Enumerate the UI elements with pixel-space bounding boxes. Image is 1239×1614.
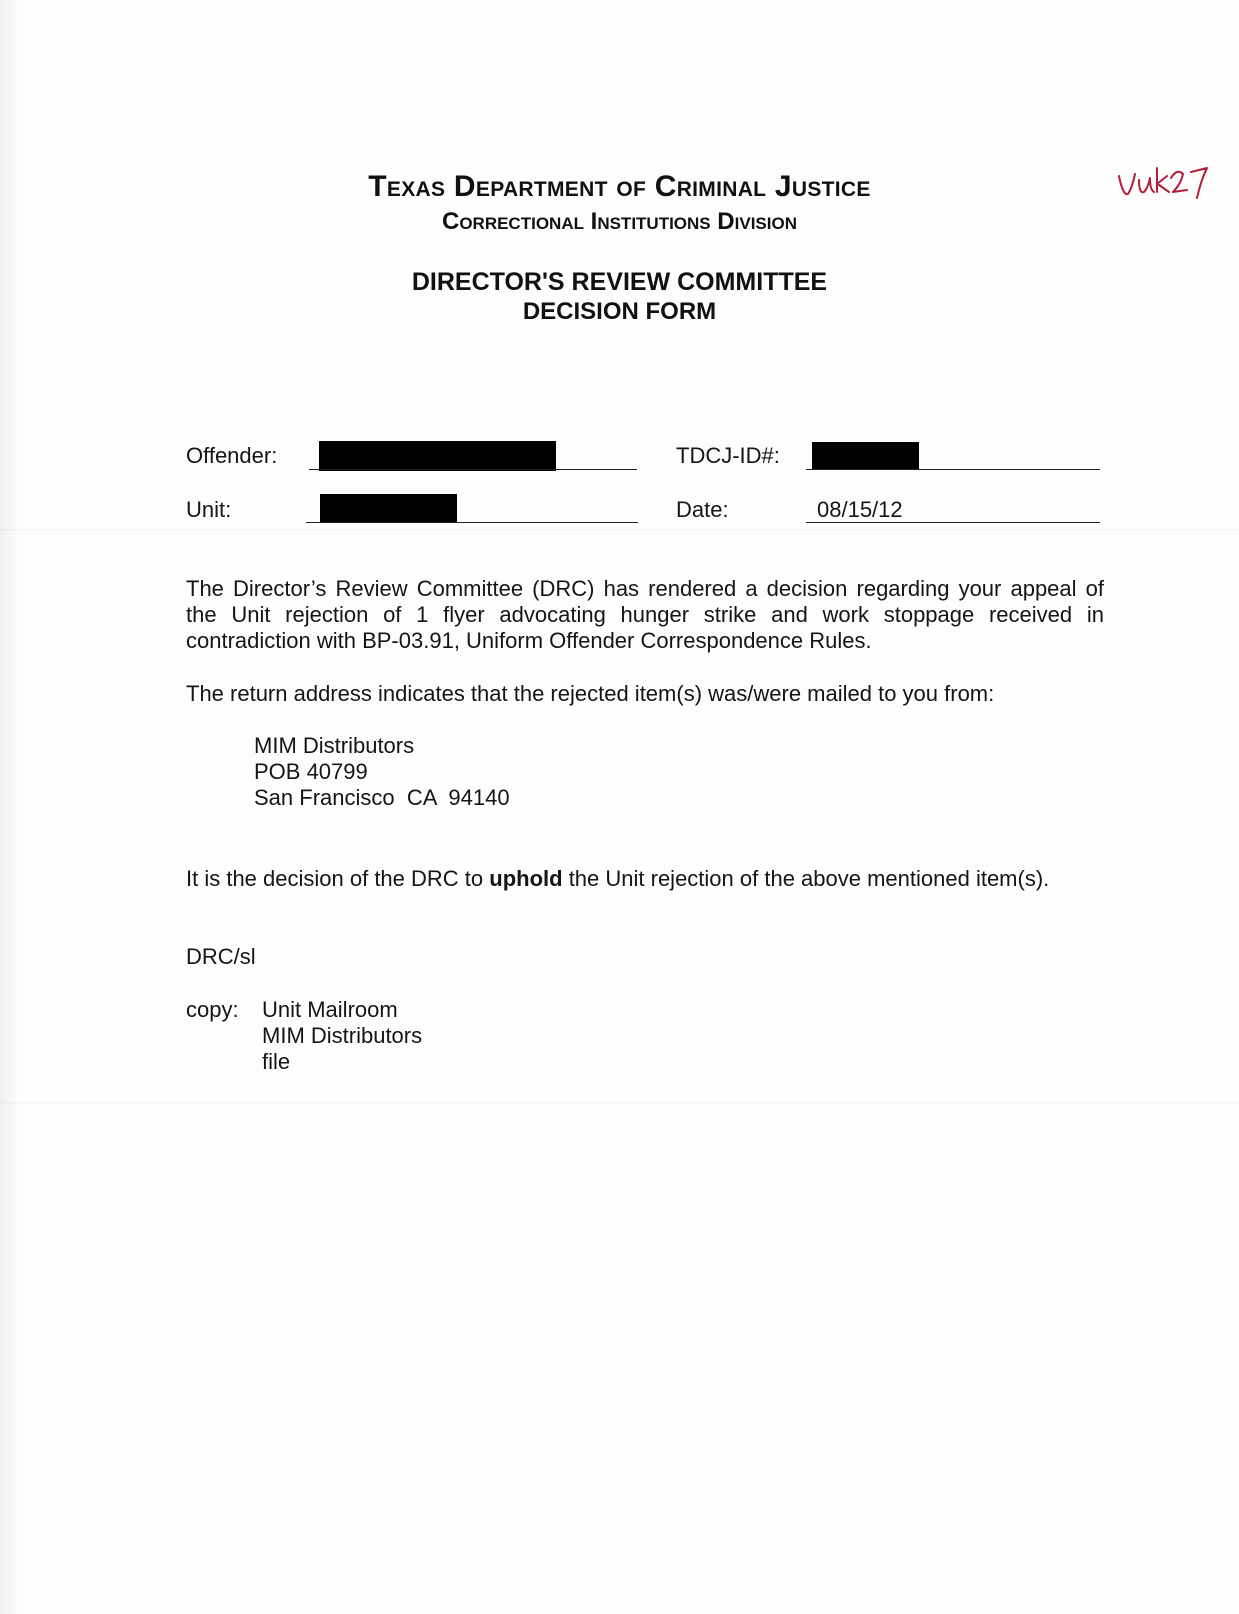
tdcj-id-label: TDCJ-ID#:: [676, 443, 780, 468]
form-title: DECISION FORM: [522, 298, 717, 325]
return-address-intro: The return address indicates that the rejected item(s) was/were mailed to you from:: [186, 681, 995, 706]
date-label: Date:: [676, 497, 729, 522]
division-title: Correctional Institutions Division: [441, 208, 797, 235]
fold-line-lower: [0, 1102, 1239, 1104]
address-line: San Francisco CA 94140: [254, 785, 510, 810]
copy-recipient: MIM Distributors: [262, 1023, 423, 1048]
decision-keyword: uphold: [489, 866, 563, 891]
address-line: POB 40799: [254, 759, 368, 784]
decision-statement: [186, 866, 1104, 892]
committee-title: DIRECTOR'S REVIEW COMMITTEE: [411, 268, 828, 296]
fold-line-upper: [0, 529, 1239, 531]
return-address-block: [254, 733, 754, 811]
scan-edge-shadow: [0, 0, 20, 1614]
tdcj-id-field-line: [806, 469, 1100, 470]
unit-label: Unit:: [186, 497, 232, 522]
copy-list: [262, 997, 662, 1075]
decision-paragraph: The Director’s Review Committee (DRC) has rendered a decision regarding your appeal of the Unit rejection of 1 flyer advocating hunger strike and work stoppage received in contradiction with BP-03.91, Uniform Offender Correspondence Rules.: [186, 576, 1104, 653]
address-line: MIM Distributors: [254, 733, 415, 758]
copy-label: copy:: [186, 997, 239, 1022]
offender-field-line: [309, 469, 637, 470]
offender-redaction: [319, 441, 556, 471]
unit-field-line: [306, 522, 638, 523]
initials: DRC/sl: [186, 944, 256, 969]
decision-text-after: the Unit rejection of the above mentioned item(s).: [562, 866, 1050, 891]
copy-recipient: Unit Mailroom: [262, 997, 398, 1022]
date-field-line: [806, 522, 1100, 523]
tdcj-id-redaction: [812, 442, 919, 469]
date-value: 08/15/12: [817, 497, 903, 522]
offender-label: Offender:: [186, 443, 278, 468]
copy-recipient: file: [262, 1049, 291, 1074]
unit-redaction: [320, 494, 457, 522]
agency-title: Texas Department of Criminal Justice: [368, 170, 871, 203]
decision-text-before: It is the decision of the DRC to: [186, 866, 490, 891]
